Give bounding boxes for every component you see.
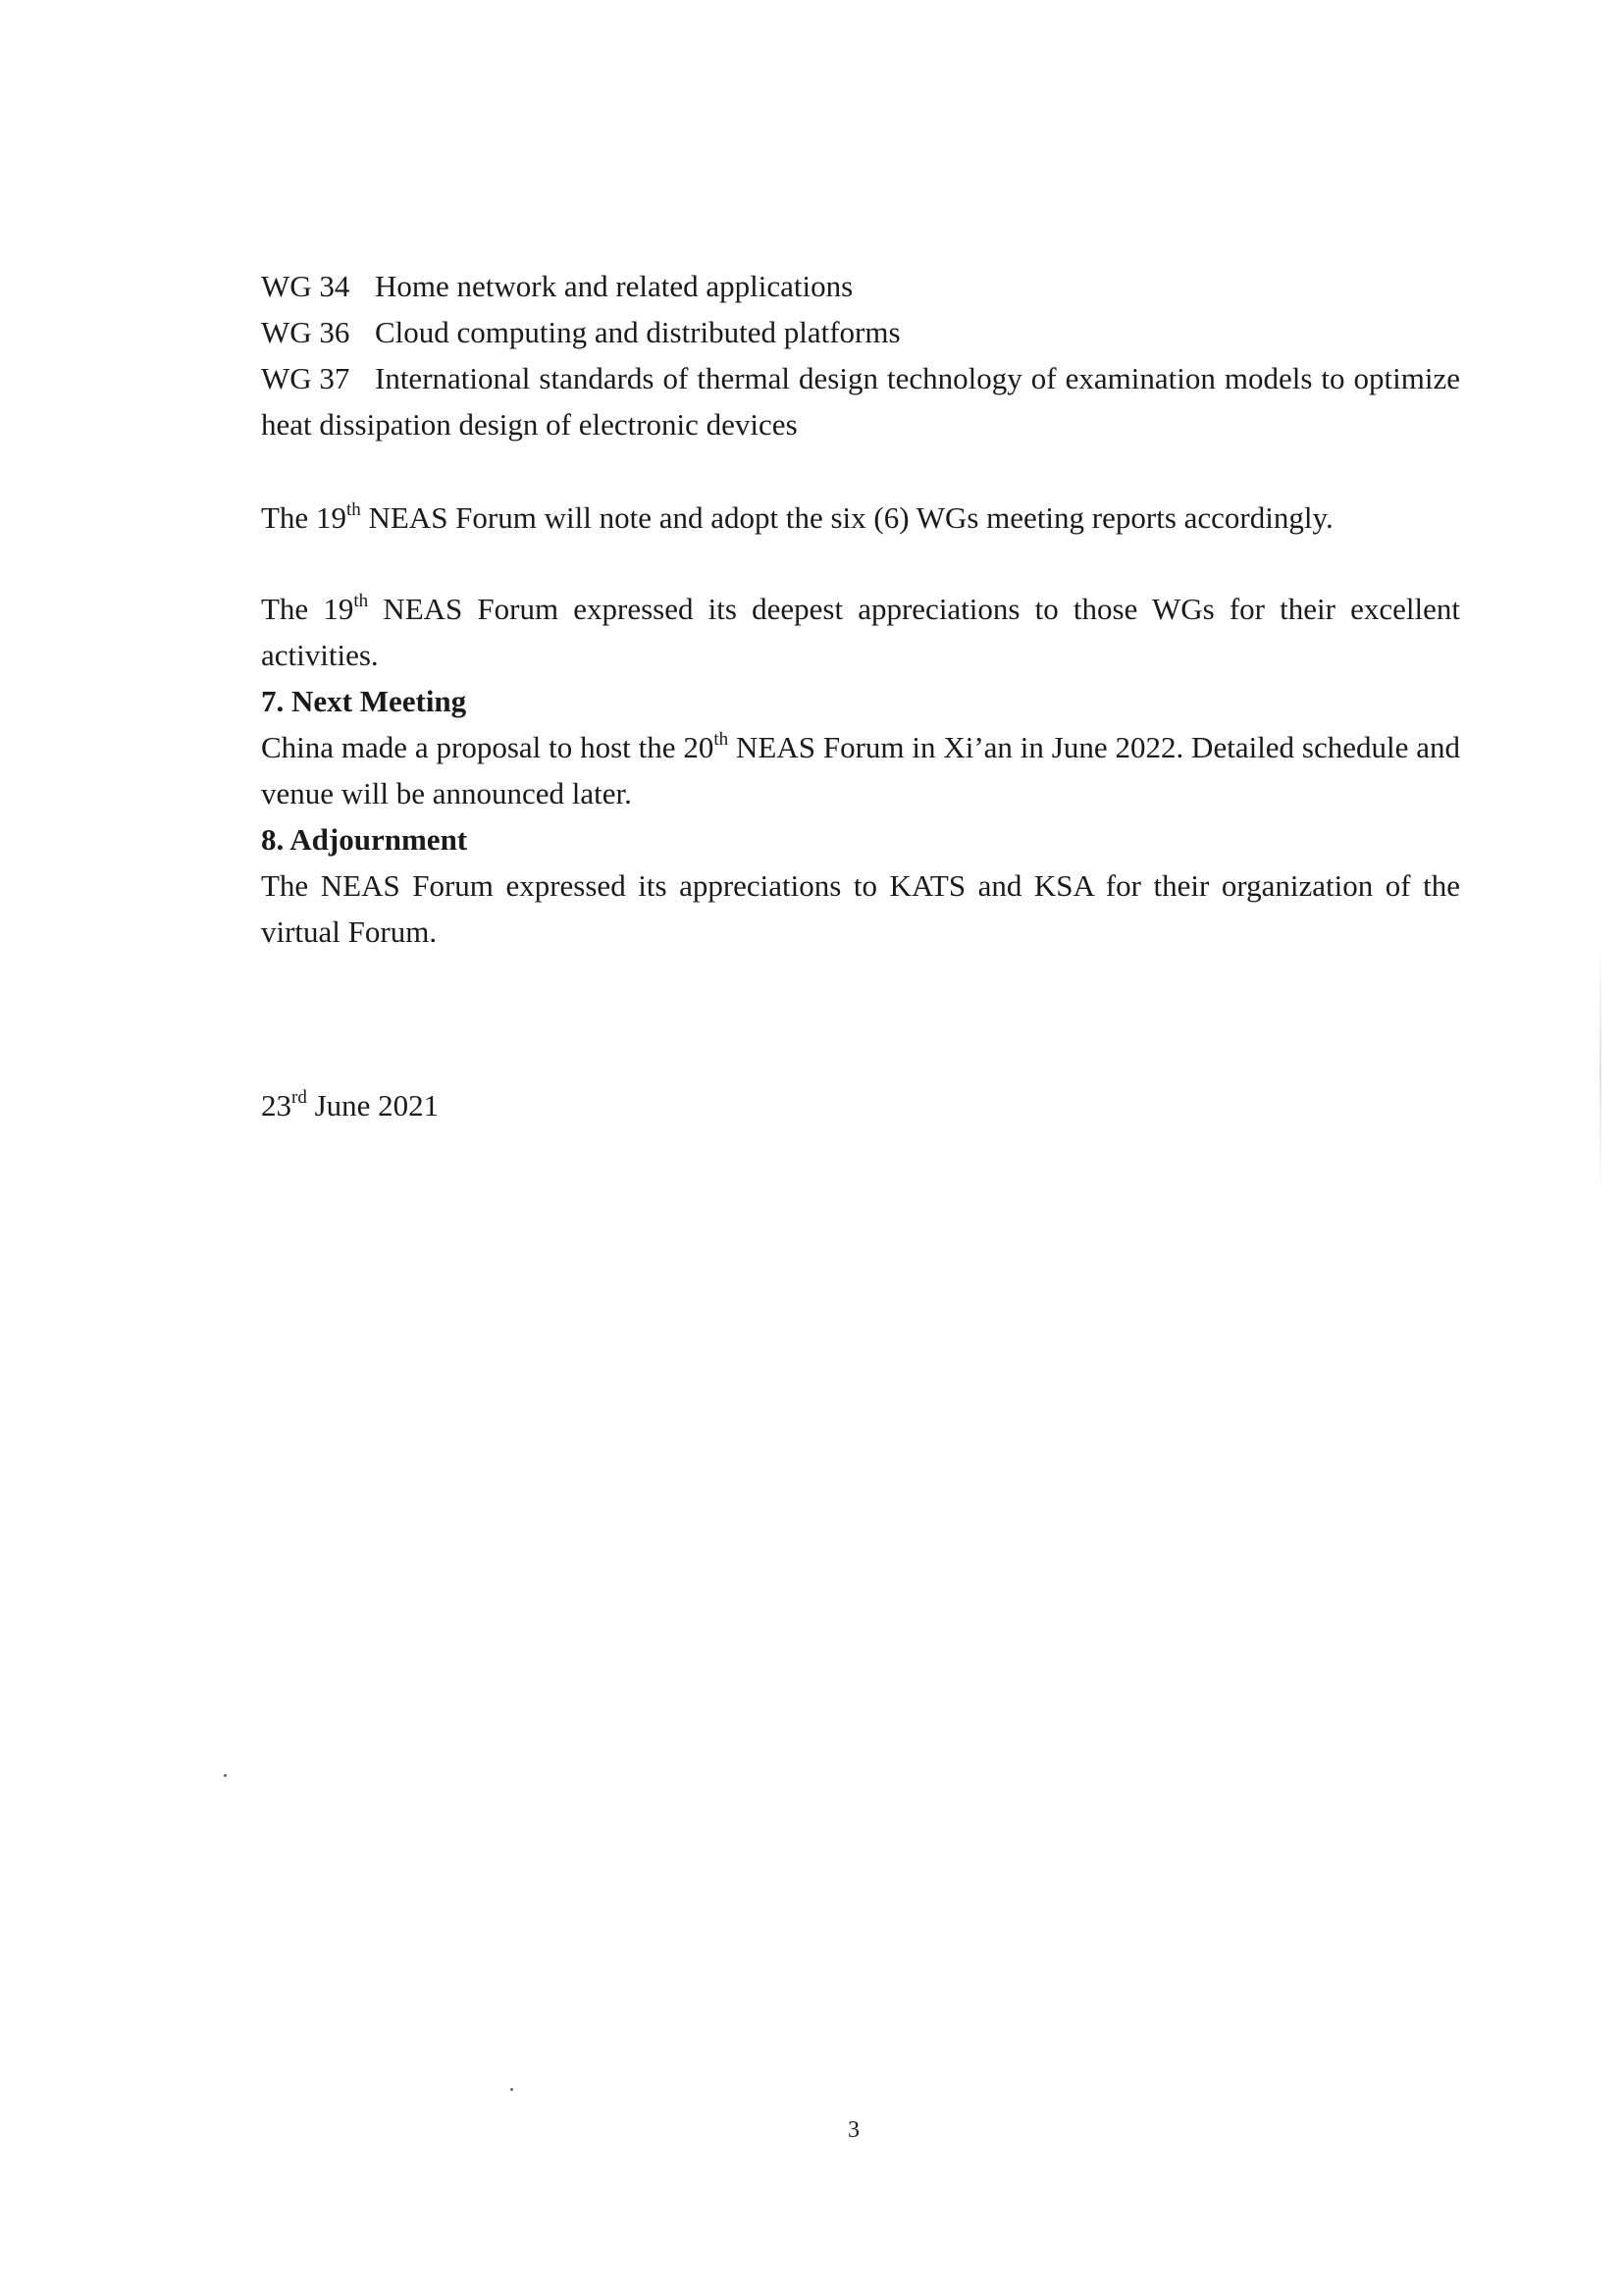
scan-speck xyxy=(224,1774,227,1777)
ordinal-suffix: th xyxy=(713,728,729,750)
ordinal-suffix: th xyxy=(345,498,361,520)
date-day: 23 xyxy=(261,1088,291,1122)
adopt-text-end: NEAS Forum will note and adopt the six (6) WGs meeting reports accordingly. xyxy=(360,500,1334,535)
date-month-year: June 2021 xyxy=(306,1088,440,1122)
wg-title: Home network and related applications xyxy=(375,269,854,303)
document-date xyxy=(261,1082,1460,1128)
adjournment-paragraph: The NEAS Forum expressed its appreciations to KATS and KSA for their organization of the virtual Forum. xyxy=(261,868,1460,949)
adopt-paragraph xyxy=(261,495,1460,541)
next-meeting-paragraph xyxy=(261,724,1460,816)
page-content xyxy=(261,263,1460,1128)
wg-item-36 xyxy=(261,309,1460,355)
wg-code: WG 36 xyxy=(261,315,350,349)
wg-title: International standards of thermal design technology of examination models to optimize heat dissipation design of electronic devices xyxy=(261,361,1460,442)
wg-item-34 xyxy=(261,263,1460,309)
scan-speck xyxy=(510,2088,513,2091)
next-meeting-text-start: China made a proposal to host the 20 xyxy=(261,730,714,764)
next-meeting-heading: 7. Next Meeting xyxy=(261,684,467,718)
ordinal-suffix: th xyxy=(353,590,369,611)
appreciation-text-start: The 19 xyxy=(261,592,354,626)
page-number: 3 xyxy=(848,2117,860,2143)
scan-edge-line xyxy=(1599,942,1601,1197)
wg-item-37 xyxy=(261,355,1460,447)
wg-title: Cloud computing and distributed platforms xyxy=(375,315,901,349)
adjournment-heading: 8. Adjournment xyxy=(261,822,468,857)
next-meeting-text-end: NEAS Forum in Xi’an in June 2022. Detailed schedule and venue will be announced later. xyxy=(261,730,1460,810)
appreciation-paragraph xyxy=(261,586,1460,678)
appreciation-text-end: NEAS Forum expressed its deepest appreciations to those WGs for their excellent activities. xyxy=(261,592,1460,672)
wg-code: WG 37 xyxy=(261,361,350,395)
ordinal-suffix: rd xyxy=(291,1086,307,1108)
adopt-text-start: The 19 xyxy=(261,500,346,535)
wg-code: WG 34 xyxy=(261,269,350,303)
